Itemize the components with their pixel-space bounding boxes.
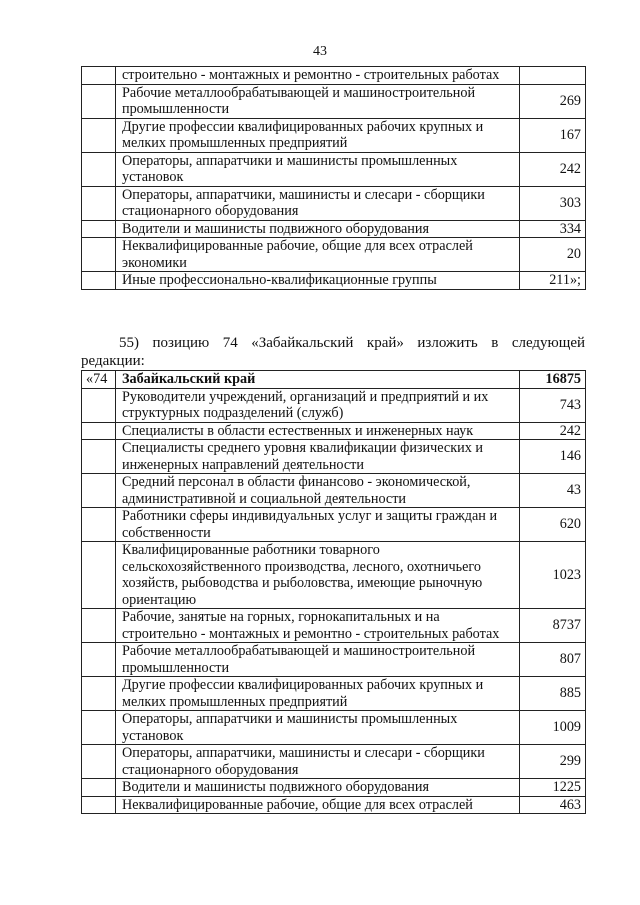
- table-bottom: [81, 370, 586, 814]
- row-name-cell: Операторы, аппаратчики и машинисты промышленных установок: [116, 152, 520, 186]
- row-code-cell: [82, 220, 116, 238]
- row-code-cell: [82, 152, 116, 186]
- amendment-paragraph-end: редакции:: [81, 353, 145, 369]
- row-code-cell: [82, 779, 116, 797]
- table-row: [82, 388, 586, 422]
- table-row: [82, 272, 586, 290]
- row-value-cell: 885: [520, 677, 586, 711]
- row-name-cell: Другие профессии квалифицированных рабочих крупных и мелких промышленных предприятий: [116, 677, 520, 711]
- row-name-cell: Неквалифицированные рабочие, общие для всех отраслей экономики: [116, 238, 520, 272]
- row-name-cell: Операторы, аппаратчики, машинисты и слесари - сборщики стационарного оборудования: [116, 186, 520, 220]
- row-value-cell: 167: [520, 118, 586, 152]
- row-code-cell: [82, 508, 116, 542]
- row-code-cell: [82, 440, 116, 474]
- row-code-cell: [82, 643, 116, 677]
- row-code-cell: [82, 422, 116, 440]
- row-name-cell: Работники сферы индивидуальных услуг и защиты граждан и собственности: [116, 508, 520, 542]
- table-row: [82, 422, 586, 440]
- row-name-cell: Операторы, аппаратчики и машинисты промышленных установок: [116, 711, 520, 745]
- row-code-cell: [82, 474, 116, 508]
- row-value-cell: 8737: [520, 609, 586, 643]
- table-row: [82, 118, 586, 152]
- row-name-cell: Водители и машинисты подвижного оборудования: [116, 779, 520, 797]
- row-value-cell: 807: [520, 643, 586, 677]
- row-value-cell: 43: [520, 474, 586, 508]
- table-row: [82, 238, 586, 272]
- table-row: [82, 609, 586, 643]
- row-name-cell: Неквалифицированные рабочие, общие для всех отраслей: [116, 796, 520, 814]
- row-code-cell: [82, 238, 116, 272]
- row-value-cell: 20: [520, 238, 586, 272]
- row-code-cell: [82, 67, 116, 85]
- table-row: [82, 745, 586, 779]
- row-value-cell: 211»;: [520, 272, 586, 290]
- table-row: [82, 152, 586, 186]
- row-name-cell: Иные профессионально-квалификационные группы: [116, 272, 520, 290]
- row-name-cell: Средний персонал в области финансово - экономической, административной и социальной деятельности: [116, 474, 520, 508]
- row-value-cell: [520, 67, 586, 85]
- row-code-cell: [82, 542, 116, 609]
- row-value-cell: 1023: [520, 542, 586, 609]
- row-value-cell: 743: [520, 388, 586, 422]
- region-total: 16875: [520, 371, 586, 389]
- table-row: [82, 67, 586, 85]
- table-row: [82, 508, 586, 542]
- table-row: [82, 677, 586, 711]
- row-value-cell: 303: [520, 186, 586, 220]
- row-name-cell: Специалисты в области естественных и инженерных наук: [116, 422, 520, 440]
- table-row: [82, 542, 586, 609]
- row-code-cell: [82, 745, 116, 779]
- table-row: [82, 474, 586, 508]
- table-row: [82, 220, 586, 238]
- row-code-cell: [82, 118, 116, 152]
- row-code-cell: [82, 388, 116, 422]
- row-value-cell: 146: [520, 440, 586, 474]
- page-number: 43: [313, 44, 327, 59]
- row-name-cell: Руководители учреждений, организаций и предприятий и их структурных подразделений (служб): [116, 388, 520, 422]
- row-code-cell: [82, 84, 116, 118]
- row-name-cell: Рабочие металлообрабатывающей и машиностроительной промышленности: [116, 84, 520, 118]
- row-name-cell: Другие профессии квалифицированных рабочих крупных и мелких промышленных предприятий: [116, 118, 520, 152]
- table-row: [82, 796, 586, 814]
- amendment-paragraph: 55) позицию 74 «Забайкальский край» изложить в следующей: [119, 335, 585, 351]
- row-code-cell: [82, 711, 116, 745]
- row-name-cell: Специалисты среднего уровня квалификации физических и инженерных направлений деятельности: [116, 440, 520, 474]
- row-code-cell: [82, 186, 116, 220]
- row-value-cell: 334: [520, 220, 586, 238]
- row-code-cell: [82, 677, 116, 711]
- row-name-cell: Рабочие, занятые на горных, горнокапитальных и на строительно - монтажных и ремонтно - строительных работах: [116, 609, 520, 643]
- row-code-cell: [82, 609, 116, 643]
- row-name-cell: Рабочие металлообрабатывающей и машиностроительной промышленности: [116, 643, 520, 677]
- table-row: [82, 84, 586, 118]
- table-header-row: [82, 371, 586, 389]
- row-value-cell: 269: [520, 84, 586, 118]
- row-value-cell: 242: [520, 422, 586, 440]
- table-row: [82, 643, 586, 677]
- region-name: Забайкальский край: [116, 371, 520, 389]
- row-code-cell: [82, 272, 116, 290]
- row-value-cell: 463: [520, 796, 586, 814]
- table-row: [82, 440, 586, 474]
- row-value-cell: 1225: [520, 779, 586, 797]
- row-name-cell: Квалифицированные работники товарного сельскохозяйственного производства, лесного, охотничьего хозяйств, рыбоводства и рыболовства, имеющие рыночную ориентацию: [116, 542, 520, 609]
- row-code-cell: [82, 796, 116, 814]
- row-value-cell: 299: [520, 745, 586, 779]
- table-row: [82, 186, 586, 220]
- row-name-cell: Операторы, аппаратчики, машинисты и слесари - сборщики стационарного оборудования: [116, 745, 520, 779]
- row-value-cell: 242: [520, 152, 586, 186]
- table-row: [82, 711, 586, 745]
- row-name-cell: Водители и машинисты подвижного оборудования: [116, 220, 520, 238]
- table-row: [82, 779, 586, 797]
- row-value-cell: 620: [520, 508, 586, 542]
- row-value-cell: 1009: [520, 711, 586, 745]
- row-name-cell: строительно - монтажных и ремонтно - строительных работах: [116, 67, 520, 85]
- table-top: [81, 66, 586, 290]
- region-code: «74: [82, 371, 116, 389]
